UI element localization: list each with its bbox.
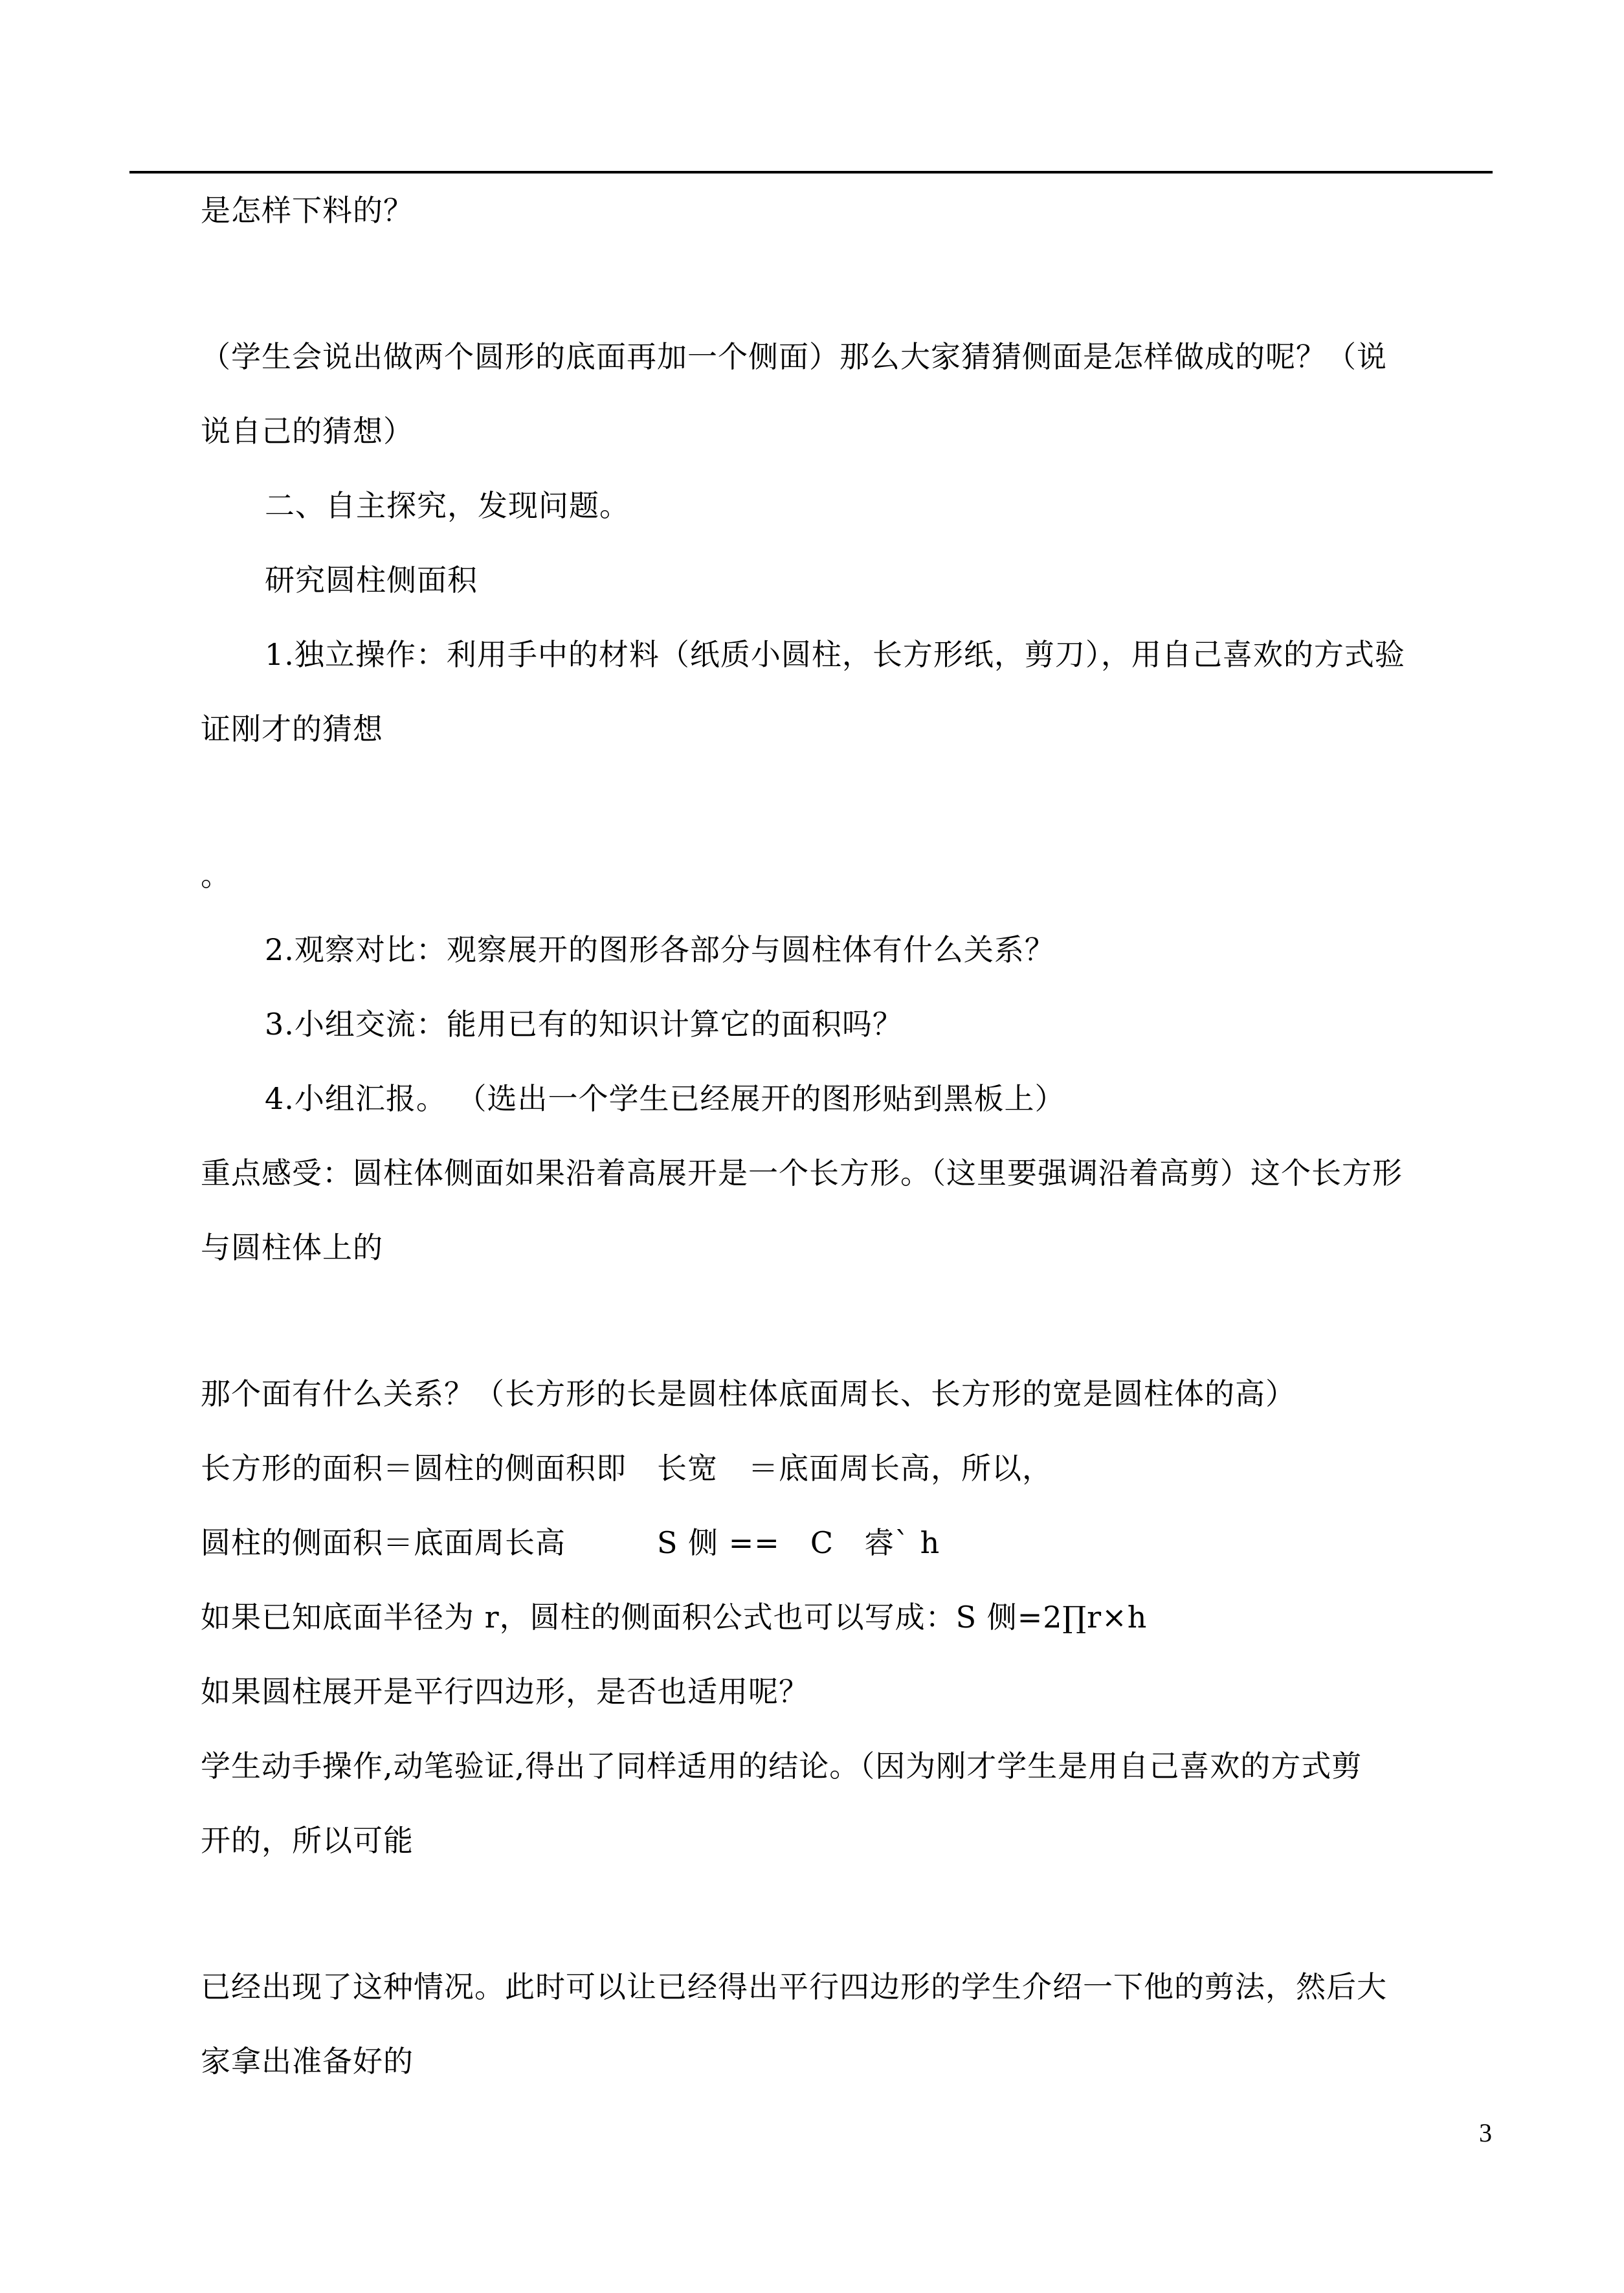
text-line: 证刚才的猜想 xyxy=(201,711,383,746)
header-rule xyxy=(129,171,1493,173)
text-line: 家拿出准备好的 xyxy=(201,2044,414,2079)
text-line: （学生会说出做两个圆形的底面再加一个侧面）那么大家猜猜侧面是怎样做成的呢？（说 xyxy=(201,339,1387,374)
text-line: 说自己的猜想） xyxy=(201,414,414,449)
text-line: 如果圆柱展开是平行四边形，是否也适用呢？ xyxy=(201,1674,809,1709)
section-heading: 二、自主探究，发现问题。 xyxy=(265,488,630,523)
text-line: 与圆柱体上的 xyxy=(201,1230,383,1265)
text-line: 是怎样下料的？ xyxy=(201,193,414,228)
text-line: 4.小组汇报。 （选出一个学生已经展开的图形贴到黑板上） xyxy=(265,1081,1065,1116)
subsection-heading: 研究圆柱侧面积 xyxy=(265,563,478,598)
formula-line: 圆柱的侧面积＝底面周长高 S 侧 == C 䜭ˋ h xyxy=(201,1525,940,1560)
text-line: 长方形的面积＝圆柱的侧面积即 长宽 ＝底面周长高，所以， xyxy=(201,1451,1052,1486)
text-line: 已经出现了这种情况。此时可以让已经得出平行四边形的学生介绍一下他的剪法，然后大 xyxy=(201,1969,1387,2004)
text-line: 开的，所以可能 xyxy=(201,1823,414,1858)
page-number: 3 xyxy=(1479,2118,1492,2147)
text-line: 2.观察对比：观察展开的图形各部分与圆柱体有什么关系？ xyxy=(265,932,1055,967)
text-line: 。 xyxy=(201,858,231,893)
text-line: 重点感受：圆柱体侧面如果沿着高展开是一个长方形。（这里要强调沿着高剪）这个长方形 xyxy=(201,1156,1403,1191)
text-line: 那个面有什么关系？（长方形的长是圆柱体底面周长、长方形的宽是圆柱体的高） xyxy=(201,1376,1296,1411)
text-line: 学生动手操作,动笔验证,得出了同样适用的结论。（因为刚才学生是用自己喜欢的方式剪 xyxy=(201,1749,1363,1784)
text-line: 3.小组交流：能用已有的知识计算它的面积吗？ xyxy=(265,1007,903,1042)
formula-line: 如果已知底面半径为 r，圆柱的侧面积公式也可以写成：S 侧=2∏r×h xyxy=(201,1600,1148,1635)
text-line: 1.独立操作：利用手中的材料（纸质小圆柱，长方形纸，剪刀），用自己喜欢的方式验 xyxy=(265,637,1405,672)
